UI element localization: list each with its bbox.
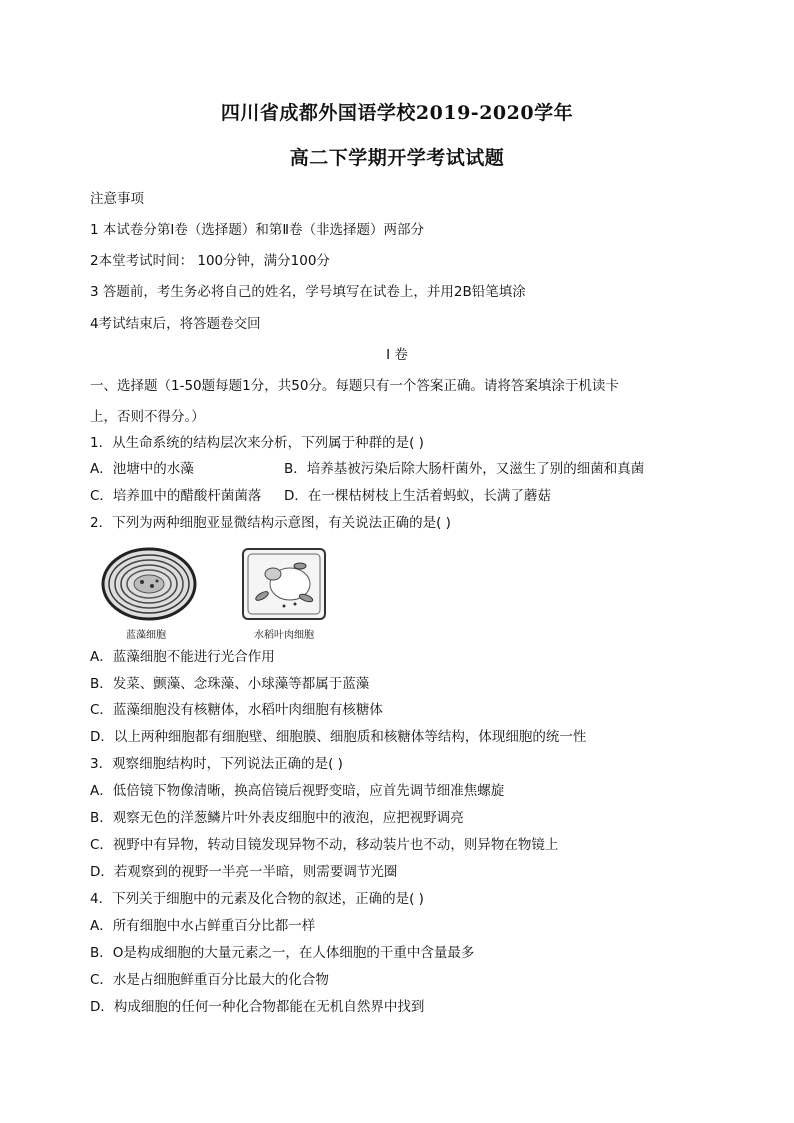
option-b: B．观察无色的洋葱鳞片叶外表皮细胞中的液泡，应把视野调亮 — [90, 810, 464, 826]
option-a: A．所有细胞中水占鲜重百分比都一样 — [90, 918, 316, 934]
option-d: D．以上两种细胞都有细胞壁、细胞膜、细胞质和核糖体等结构，体现细胞的统一性 — [90, 729, 587, 745]
note-item: 3 答题前，考生务必将自己的姓名，学号填写在试卷上，并用2B铅笔填涂 — [90, 284, 526, 300]
option-d: D．若观察到的视野一半亮一半暗，则需要调节光圈 — [90, 864, 398, 880]
option-c: C．视野中有异物，转动目镜发现异物不动，移动装片也不动，则异物在物镜上 — [90, 837, 559, 853]
option-c: C．培养皿中的醋酸杆菌菌落 — [90, 488, 262, 504]
note-item: 1 本试卷分第Ⅰ卷（选择题）和第Ⅱ卷（非选择题）两部分 — [90, 222, 425, 238]
option-a: A．蓝藻细胞不能进行光合作用 — [90, 649, 275, 665]
section-instructions: 一、选择题（1-50题每题1分，共50分。每题只有一个答案正确。请将答案填涂于机读卡 — [90, 378, 619, 394]
notes-heading: 注意事项 — [90, 191, 144, 207]
exam-title-name: 高二下学期开学考试试题 — [289, 147, 505, 169]
note-item: 2本堂考试时间： 100分钟，满分100分 — [90, 253, 330, 269]
option-a: A．池塘中的水藻 — [90, 461, 194, 477]
cyanobacteria-cell-figure — [100, 546, 198, 622]
exam-title-school: 四川省成都外国语学校2019-2020学年 — [220, 102, 574, 124]
question-stem: 3．观察细胞结构时，下列说法正确的是( ) — [90, 756, 343, 772]
option-d: D．在一棵枯树枝上生活着蚂蚁，长满了蘑菇 — [284, 488, 551, 504]
figure-caption: 蓝藻细胞 — [126, 630, 166, 641]
question-stem: 2．下列为两种细胞亚显微结构示意图，有关说法正确的是( ) — [90, 515, 451, 531]
question-stem: 1．从生命系统的结构层次来分析，下列属于种群的是( ) — [90, 435, 424, 451]
option-c: C．水是占细胞鲜重百分比最大的化合物 — [90, 972, 329, 988]
section-label: Ⅰ 卷 — [386, 347, 408, 363]
option-d: D．构成细胞的任何一种化合物都能在无机自然界中找到 — [90, 999, 425, 1015]
rice-leaf-cell-figure — [240, 546, 328, 622]
section-instructions-cont: 上，否则不得分。） — [90, 409, 205, 425]
option-c: C．蓝藻细胞没有核糖体，水稻叶肉细胞有核糖体 — [90, 702, 383, 718]
option-b: B．培养基被污染后除大肠杆菌外，又滋生了别的细菌和真菌 — [284, 461, 645, 477]
figure-caption: 水稻叶肉细胞 — [254, 630, 314, 641]
option-b: B．发菜、颤藻、念珠藻、小球藻等都属于蓝藻 — [90, 676, 370, 692]
option-b: B．O是构成细胞的大量元素之一，在人体细胞的干重中含量最多 — [90, 945, 475, 961]
note-item: 4考试结束后，将答题卷交回 — [90, 316, 261, 332]
option-a: A．低倍镜下物像清晰，换高倍镜后视野变暗，应首先调节细准焦螺旋 — [90, 783, 505, 799]
question-stem: 4．下列关于细胞中的元素及化合物的叙述，正确的是( ) — [90, 891, 424, 907]
